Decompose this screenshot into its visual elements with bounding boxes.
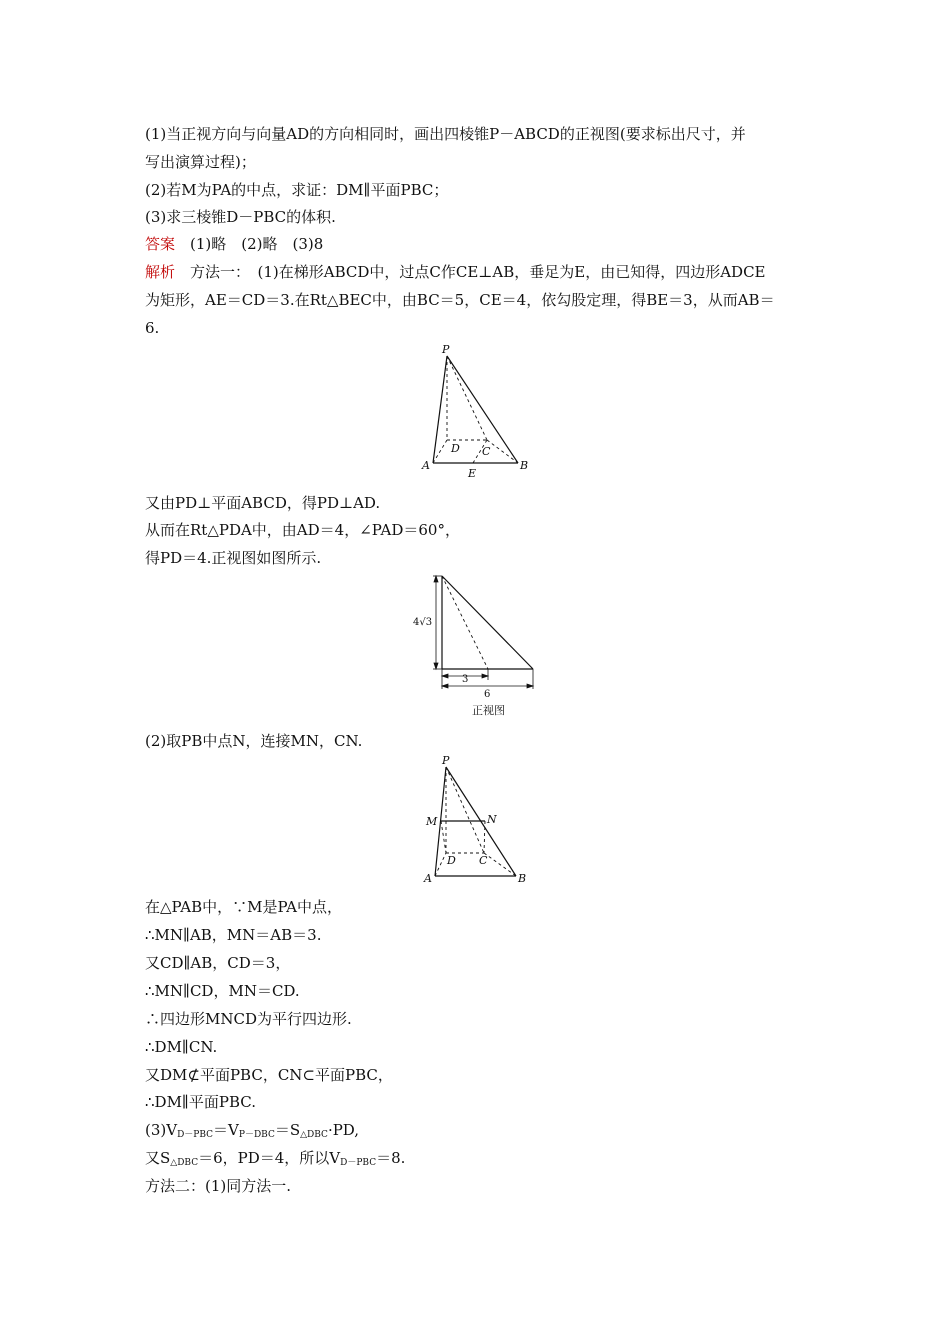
dim-3-arrow-right <box>482 674 488 678</box>
volume-text-a: (3)V <box>145 1121 178 1139</box>
question-2: (2)若M为PA的中点，求证：DM∥平面PBC； <box>145 181 449 199</box>
analysis-label: 解析 <box>145 263 176 281</box>
label-p: P <box>442 343 450 356</box>
analysis-line-6: 得PD＝4.正视图如图所示. <box>145 549 322 567</box>
area-text-b: ＝6，PD＝4，所以V <box>198 1149 341 1167</box>
analysis-line-9: ∴MN∥AB，MN＝AB＝3. <box>145 926 322 944</box>
label-a: A <box>424 872 432 885</box>
dim-6-arrow-right <box>527 684 533 688</box>
area-text-a: 又S <box>145 1149 171 1167</box>
dim-3-label: 3 <box>462 674 469 685</box>
analysis-line-1 <box>145 262 766 282</box>
analysis-line-16 <box>145 1120 359 1145</box>
front-view-hypotenuse <box>442 576 533 669</box>
edge-pc <box>446 767 484 853</box>
analysis-line-4: 又由PD⊥平面ABCD，得PD⊥AD. <box>145 494 381 512</box>
area-sub-1: △DBC <box>170 1158 199 1168</box>
dim-6-arrow-left <box>442 684 448 688</box>
analysis-line-2: 为矩形，AE＝CD＝3.在Rt△BEC中，由BC＝5，CE＝4，依勾股定理，得BE＝3，从而AB＝ <box>145 291 775 309</box>
label-d: D <box>447 854 456 867</box>
edge-cb <box>487 440 518 463</box>
pyramid-figure <box>415 340 545 480</box>
label-n: N <box>487 813 497 826</box>
volume-text-b: ＝V <box>213 1121 239 1139</box>
analysis-text-1: 方法一： (1)在梯形ABCD中，过点C作CE⊥AB，垂足为E，由已知得，四边形ADCE <box>175 263 766 281</box>
analysis-line-5: 从而在Rt△PDA中，由AD＝4，∠PAD＝60°， <box>145 521 460 539</box>
label-c: C <box>482 445 491 458</box>
segment-md <box>441 821 446 853</box>
volume-sub-2: P－DBC <box>238 1130 275 1140</box>
dim-height-arrow-top <box>434 576 438 582</box>
dim-6-label: 6 <box>484 689 491 700</box>
analysis-line-3: 6. <box>145 319 160 337</box>
front-view-hidden-edge <box>442 576 488 669</box>
volume-text-c: ＝S <box>274 1121 301 1139</box>
label-m: M <box>426 815 438 828</box>
label-e: E <box>468 467 477 480</box>
dim-height-arrow-bottom <box>434 663 438 669</box>
analysis-line-11: ∴MN∥CD，MN＝CD. <box>145 982 300 1000</box>
volume-sub-1: D－PBC <box>177 1130 214 1140</box>
analysis-line-14: 又DM⊄平面PBC，CN⊂平面PBC， <box>145 1066 393 1084</box>
front-view-caption: 正视图 <box>472 704 505 717</box>
label-d: D <box>451 442 460 455</box>
analysis-line-13: ∴DM∥CN. <box>145 1038 218 1056</box>
dim-3-arrow-left <box>442 674 448 678</box>
analysis-line-10: 又CD∥AB，CD＝3， <box>145 954 291 972</box>
question-1-line-b: 写出演算过程)； <box>145 153 256 171</box>
analysis-line-15: ∴DM∥平面PBC. <box>145 1093 256 1111</box>
label-b: B <box>518 872 527 885</box>
analysis-line-7: (2)取PB中点N，连接MN，CN. <box>145 732 363 750</box>
analysis-line-17 <box>145 1148 405 1173</box>
label-c: C <box>479 854 488 867</box>
answer-label: 答案 <box>145 235 176 253</box>
label-a: A <box>422 459 430 472</box>
area-sub-2: D－PBC <box>340 1158 377 1168</box>
answer-text: (1)略 (2)略 (3)8 <box>175 235 324 253</box>
volume-text-d: ·PD, <box>327 1121 360 1139</box>
pyramid-midpoint-figure <box>415 752 545 888</box>
analysis-line-18: 方法二：(1)同方法一. <box>145 1177 292 1195</box>
question-1-line-a: (1)当正视方向与向量AD的方向相同时，画出四棱锥P－ABCD的正视图(要求标出尺寸，并 <box>145 125 746 143</box>
edge-cb <box>484 853 516 876</box>
question-3: (3)求三棱锥D－PBC的体积. <box>145 208 336 226</box>
label-b: B <box>520 459 529 472</box>
dim-height-label: 4√3 <box>413 617 433 628</box>
edge-pa <box>433 356 447 463</box>
answer-line <box>145 234 323 254</box>
area-text-c: ＝8. <box>376 1149 406 1167</box>
analysis-line-8: 在△PAB中，∵M是PA中点， <box>145 898 343 916</box>
volume-sub-3: △DBC <box>300 1130 328 1140</box>
front-view-figure <box>408 568 543 720</box>
label-p: P <box>442 754 450 767</box>
analysis-line-12: ∴四边形MNCD为平行四边形. <box>145 1010 352 1028</box>
edge-pc <box>447 356 487 440</box>
